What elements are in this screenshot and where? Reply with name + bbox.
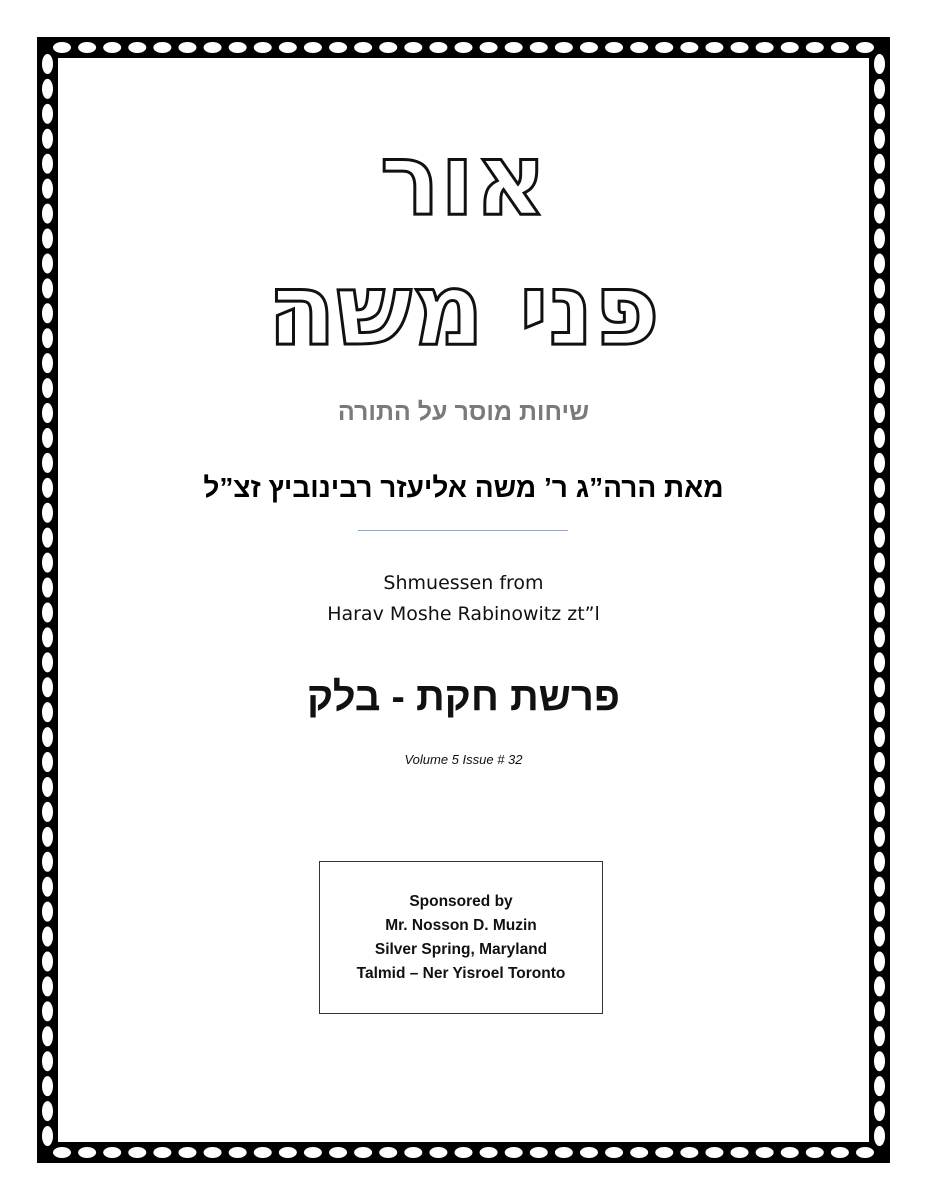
english-subtitle-line-2: Harav Moshe Rabinowitz zt”l xyxy=(327,603,600,625)
border-oval xyxy=(42,976,53,996)
border-oval xyxy=(680,1147,698,1158)
sponsor-line-1: Sponsored by xyxy=(409,892,513,910)
border-oval xyxy=(128,1147,146,1158)
title-line-2: פני משה xyxy=(267,251,660,368)
border-oval xyxy=(329,1147,347,1158)
border-oval xyxy=(756,42,774,53)
border-oval xyxy=(874,852,885,872)
border-oval xyxy=(680,42,698,53)
border-oval xyxy=(42,627,53,647)
title-line-1: אור xyxy=(379,121,548,238)
border-oval xyxy=(874,752,885,772)
border-oval xyxy=(42,204,53,224)
border-oval xyxy=(204,42,222,53)
border-oval xyxy=(42,428,53,448)
border-oval xyxy=(279,42,297,53)
border-oval xyxy=(874,453,885,473)
border-oval xyxy=(874,278,885,298)
border-oval xyxy=(42,602,53,622)
border-oval xyxy=(874,204,885,224)
border-oval xyxy=(354,42,372,53)
border-oval xyxy=(580,1147,598,1158)
border-oval xyxy=(229,1147,247,1158)
border-oval xyxy=(630,1147,648,1158)
border-oval xyxy=(42,727,53,747)
border-oval xyxy=(874,528,885,548)
border-oval xyxy=(42,752,53,772)
border-oval xyxy=(429,1147,447,1158)
divider-line xyxy=(358,530,568,531)
border-oval xyxy=(42,478,53,498)
border-oval xyxy=(42,503,53,523)
border-oval xyxy=(42,702,53,722)
border-oval xyxy=(404,1147,422,1158)
border-oval xyxy=(705,42,723,53)
border-oval xyxy=(874,154,885,174)
volume-issue: Volume 5 Issue # 32 xyxy=(404,752,523,767)
sponsor-line-4: Talmid – Ner Yisroel Toronto xyxy=(356,964,566,982)
border-oval xyxy=(42,852,53,872)
border-oval xyxy=(874,578,885,598)
border-oval xyxy=(42,229,53,249)
border-oval xyxy=(128,42,146,53)
border-oval xyxy=(304,1147,322,1158)
border-oval xyxy=(856,42,874,53)
border-oval xyxy=(874,877,885,897)
border-oval xyxy=(42,578,53,598)
border-oval xyxy=(874,54,885,74)
border-oval xyxy=(42,827,53,847)
border-oval xyxy=(705,1147,723,1158)
border-oval xyxy=(42,303,53,323)
border-oval xyxy=(53,1147,71,1158)
border-oval xyxy=(530,1147,548,1158)
border-oval xyxy=(874,976,885,996)
border-oval xyxy=(153,1147,171,1158)
border-oval xyxy=(78,1147,96,1158)
border-oval xyxy=(304,42,322,53)
border-oval xyxy=(874,179,885,199)
border-oval xyxy=(874,328,885,348)
border-oval xyxy=(874,727,885,747)
border-oval xyxy=(42,129,53,149)
border-oval xyxy=(42,104,53,124)
border-oval xyxy=(781,42,799,53)
border-oval xyxy=(254,42,272,53)
border-oval xyxy=(42,528,53,548)
border-oval xyxy=(42,403,53,423)
border-oval xyxy=(874,503,885,523)
hebrew-author-line: מאת הרה”ג ר’ משה אליעזר רבינוביץ זצ”ל xyxy=(203,472,724,503)
border-oval xyxy=(874,378,885,398)
border-oval xyxy=(329,42,347,53)
border-oval xyxy=(874,428,885,448)
border-oval xyxy=(42,677,53,697)
border-oval xyxy=(874,253,885,273)
border-oval xyxy=(480,1147,498,1158)
border-oval xyxy=(806,1147,824,1158)
hebrew-subtitle: שיחות מוסר על התורה xyxy=(337,398,590,426)
border-oval xyxy=(455,42,473,53)
border-oval xyxy=(42,328,53,348)
border-oval xyxy=(874,777,885,797)
border-oval xyxy=(874,353,885,373)
sponsor-line-2: Mr. Nosson D. Muzin xyxy=(385,916,537,934)
border-oval xyxy=(404,42,422,53)
border-oval xyxy=(874,677,885,697)
border-oval xyxy=(831,42,849,53)
border-oval xyxy=(530,42,548,53)
border-oval xyxy=(874,1076,885,1096)
border-oval xyxy=(53,42,71,53)
border-oval xyxy=(630,42,648,53)
border-oval xyxy=(42,179,53,199)
border-oval xyxy=(42,1051,53,1071)
border-oval xyxy=(42,378,53,398)
border-oval xyxy=(178,1147,196,1158)
border-oval xyxy=(42,54,53,74)
border-oval xyxy=(254,1147,272,1158)
border-oval xyxy=(874,951,885,971)
border-oval xyxy=(874,229,885,249)
border-oval xyxy=(42,278,53,298)
border-oval xyxy=(874,1126,885,1146)
border-oval xyxy=(856,1147,874,1158)
border-oval xyxy=(555,1147,573,1158)
border-oval xyxy=(874,827,885,847)
border-oval xyxy=(42,553,53,573)
border-oval xyxy=(874,927,885,947)
border-oval xyxy=(874,702,885,722)
border-oval xyxy=(42,1001,53,1021)
border-oval xyxy=(874,553,885,573)
border-oval xyxy=(42,1101,53,1121)
border-oval xyxy=(874,1101,885,1121)
cover-page xyxy=(60,60,867,1140)
parsha-title: פרשת חקת - בלק xyxy=(306,675,620,719)
border-oval xyxy=(279,1147,297,1158)
english-subtitle-line-1: Shmuessen from xyxy=(383,572,544,594)
border-oval xyxy=(42,1126,53,1146)
border-oval xyxy=(229,42,247,53)
border-oval xyxy=(505,1147,523,1158)
border-oval xyxy=(429,42,447,53)
border-oval xyxy=(781,1147,799,1158)
border-oval xyxy=(874,1001,885,1021)
border-oval xyxy=(480,42,498,53)
border-oval xyxy=(42,79,53,99)
border-oval xyxy=(42,253,53,273)
border-oval xyxy=(379,1147,397,1158)
border-oval xyxy=(42,927,53,947)
border-oval xyxy=(874,303,885,323)
border-oval xyxy=(103,1147,121,1158)
sponsor-box xyxy=(319,861,603,1014)
border-oval xyxy=(505,42,523,53)
border-oval xyxy=(874,1026,885,1046)
border-oval xyxy=(204,1147,222,1158)
border-oval xyxy=(555,42,573,53)
border-oval xyxy=(42,802,53,822)
border-oval xyxy=(42,353,53,373)
border-oval xyxy=(153,42,171,53)
border-oval xyxy=(731,1147,749,1158)
border-oval xyxy=(42,951,53,971)
border-oval xyxy=(42,1026,53,1046)
border-oval xyxy=(42,154,53,174)
border-oval xyxy=(178,42,196,53)
border-oval xyxy=(605,1147,623,1158)
border-oval xyxy=(874,602,885,622)
border-oval xyxy=(42,877,53,897)
border-oval xyxy=(874,403,885,423)
border-oval xyxy=(874,129,885,149)
border-oval xyxy=(580,42,598,53)
border-oval xyxy=(103,42,121,53)
border-oval xyxy=(42,453,53,473)
border-oval xyxy=(42,902,53,922)
border-oval xyxy=(354,1147,372,1158)
border-oval xyxy=(42,1076,53,1096)
border-oval xyxy=(379,42,397,53)
border-oval xyxy=(831,1147,849,1158)
border-oval xyxy=(655,1147,673,1158)
border-oval xyxy=(455,1147,473,1158)
border-oval xyxy=(874,652,885,672)
border-oval xyxy=(756,1147,774,1158)
border-oval xyxy=(874,79,885,99)
border-oval xyxy=(655,42,673,53)
border-oval xyxy=(874,627,885,647)
sponsor-line-3: Silver Spring, Maryland xyxy=(374,940,548,958)
border-oval xyxy=(874,1051,885,1071)
border-oval xyxy=(605,42,623,53)
border-oval xyxy=(874,478,885,498)
border-oval xyxy=(731,42,749,53)
border-oval xyxy=(806,42,824,53)
border-oval xyxy=(42,652,53,672)
border-oval xyxy=(874,104,885,124)
border-oval xyxy=(42,777,53,797)
border-oval xyxy=(874,902,885,922)
border-oval xyxy=(78,42,96,53)
border-oval xyxy=(874,802,885,822)
